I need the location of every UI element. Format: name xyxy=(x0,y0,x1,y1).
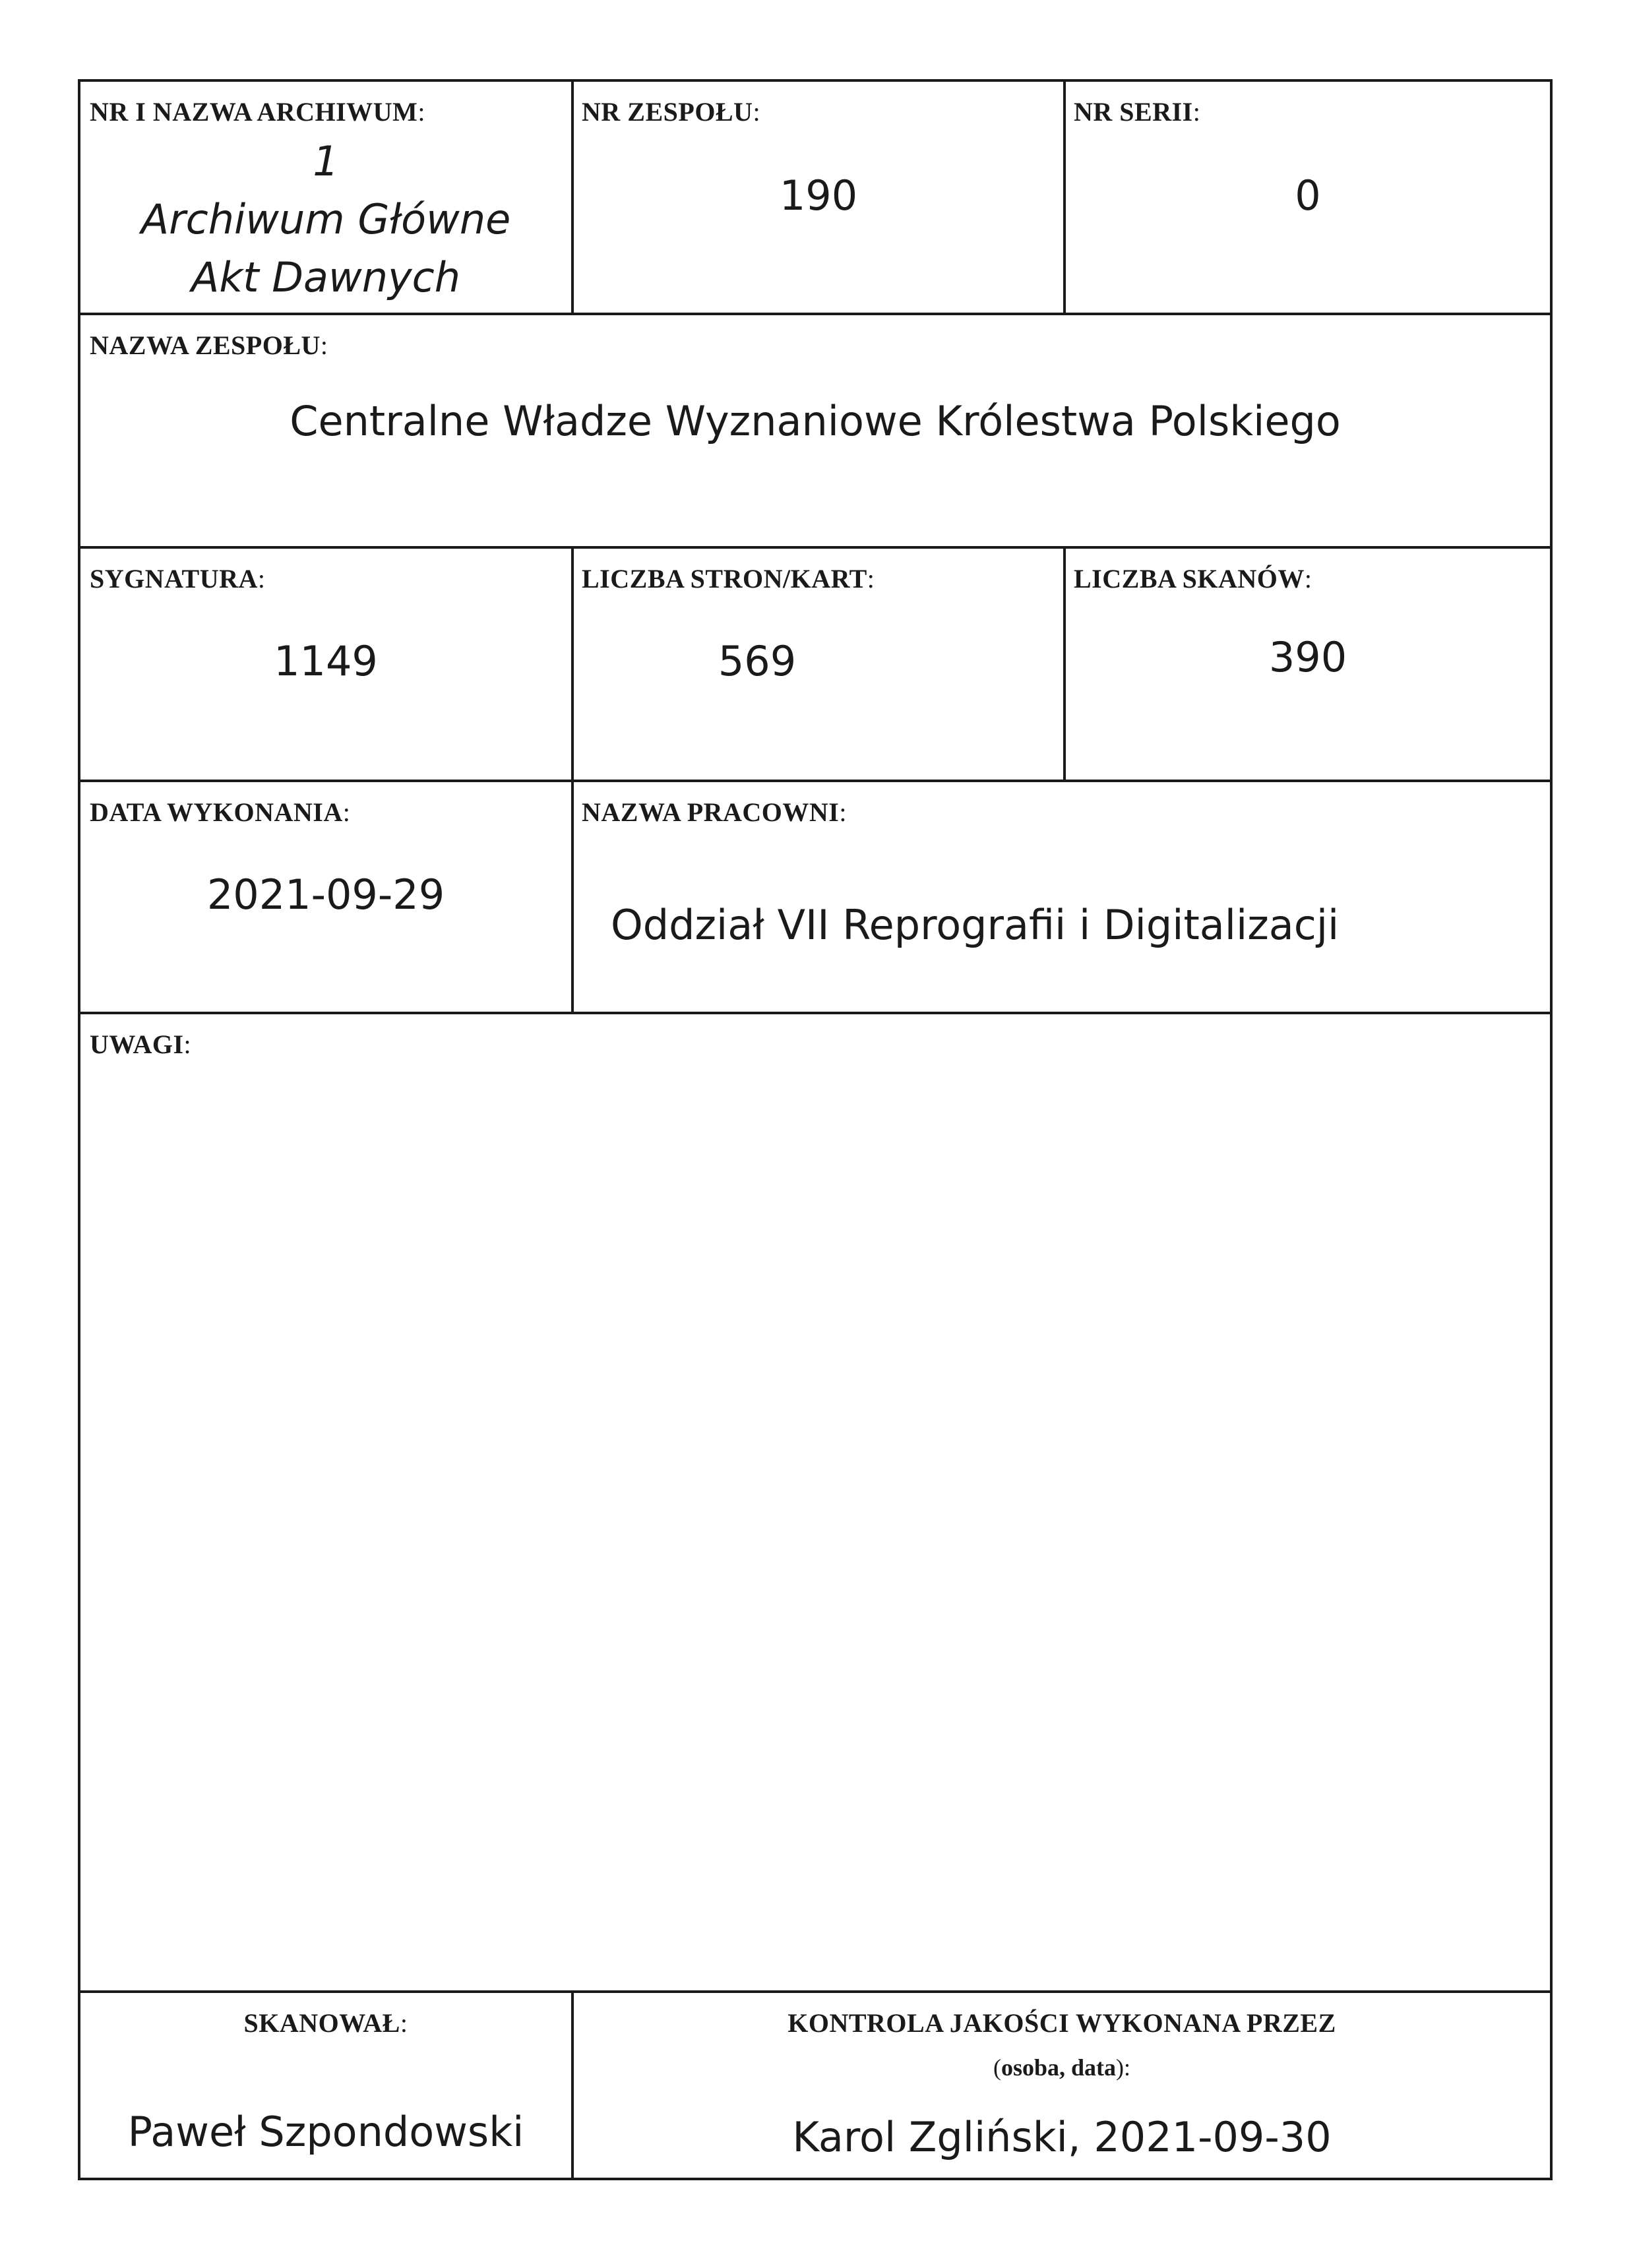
archive-name-line1: Archiwum Główne xyxy=(140,195,511,243)
remarks-label: UWAGI: xyxy=(90,1029,192,1059)
pages-value: 569 xyxy=(718,637,797,685)
date-made-label: DATA WYKONANIA: xyxy=(90,797,351,827)
divider xyxy=(571,780,574,1013)
workshop-label: NAZWA PRACOWNI: xyxy=(582,797,847,827)
divider xyxy=(80,1990,1550,1993)
archive-name-line2: Akt Dawnych xyxy=(191,253,461,301)
scanned-by-value: Paweł Szpondowski xyxy=(127,2108,524,2156)
fonds-number-label: NR ZESPOŁU: xyxy=(582,97,761,127)
scans-value: 390 xyxy=(1268,633,1347,681)
fonds-name-label: NAZWA ZESPOŁU: xyxy=(90,330,328,360)
signature-label: SYGNATURA: xyxy=(90,564,266,594)
metadata-form xyxy=(78,79,1553,2180)
quality-control-sublabel: (osoba, data): xyxy=(993,2054,1131,2081)
pages-label: LICZBA STRON/KART: xyxy=(582,564,875,594)
archive-label: NR I NAZWA ARCHIWUM: xyxy=(90,97,425,127)
quality-control-label: KONTROLA JAKOŚCI WYKONANA PRZEZ xyxy=(787,2008,1336,2038)
divider xyxy=(80,546,1550,549)
scanned-by-label: SKANOWAŁ: xyxy=(243,2008,408,2038)
date-made-value: 2021-09-29 xyxy=(206,871,445,919)
signature-value: 1149 xyxy=(274,637,378,685)
scans-label: LICZBA SKANÓW: xyxy=(1074,564,1312,594)
archive-number: 1 xyxy=(313,137,339,185)
series-number-label: NR SERII: xyxy=(1074,97,1201,127)
quality-control-value: Karol Zgliński, 2021-09-30 xyxy=(792,2113,1332,2161)
workshop-value: Oddział VII Reprografii i Digitalizacji xyxy=(611,901,1340,949)
fonds-number-value: 190 xyxy=(779,171,858,220)
fonds-name-value: Centralne Władze Wyznaniowe Królestwa Polskiego xyxy=(290,397,1341,445)
divider xyxy=(80,313,1550,315)
series-number-value: 0 xyxy=(1295,171,1321,220)
divider xyxy=(80,780,1550,782)
divider xyxy=(80,1012,1550,1014)
